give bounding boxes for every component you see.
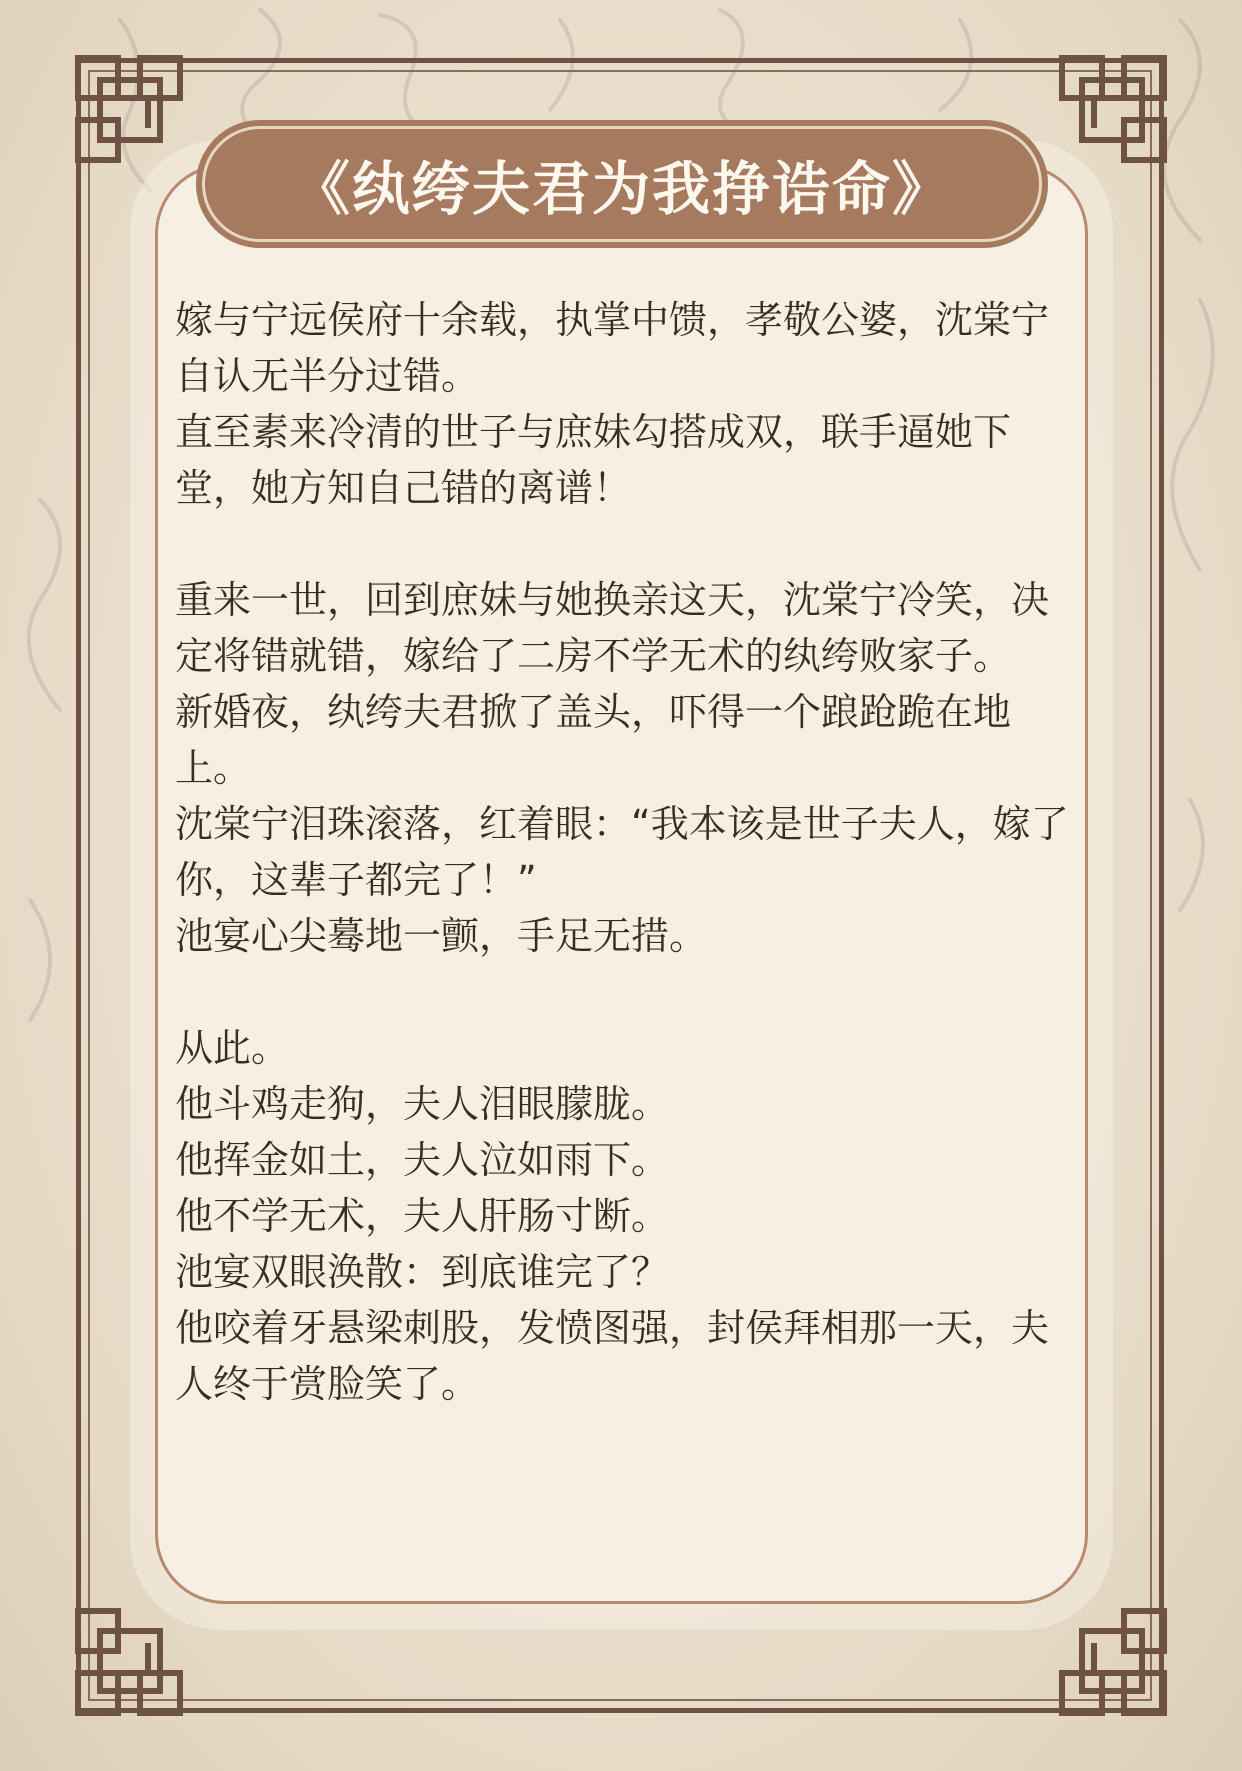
text-line: 他不学无术，夫人肝肠寸断。: [175, 1194, 670, 1238]
text-line: 他咬着牙悬梁刺股，发愤图强，封侯拜相那一天，夫人终于赏脸笑了。: [175, 1306, 1050, 1406]
paragraph-gap: [175, 964, 1075, 1020]
text-line: 池宴心尖蓦地一颤，手足无措。: [175, 914, 708, 958]
text-line: 他挥金如土，夫人泣如雨下。: [175, 1138, 670, 1182]
title-banner: [196, 120, 1048, 248]
text-line: 沈棠宁泪珠滚落，红着眼：“我本该是世子夫人，嫁了你，这辈子都完了！”: [175, 802, 1069, 902]
text-line: 嫁与宁远侯府十余载，执掌中馈，孝敬公婆，沈棠宁自认无半分过错。: [175, 298, 1050, 398]
text-line: 新婚夜，纨绔夫君掀了盖头，吓得一个踉跄跪在地上。: [175, 690, 1012, 790]
text-line: 直至素来冷清的世子与庶妹勾搭成双，联手逼她下堂，她方知自己错的离谱！: [175, 410, 1012, 510]
text-line: 从此。: [175, 1026, 290, 1070]
text-line: 池宴双眼涣散：到底谁完了？: [175, 1250, 670, 1294]
paragraph-gap: [175, 516, 1075, 572]
text-line: 他斗鸡走狗，夫人泪眼朦胧。: [175, 1082, 670, 1126]
page-title: 《纨绔夫君为我挣诰命》: [291, 155, 952, 223]
story-body: [175, 292, 1075, 1412]
text-line: 重来一世，回到庶妹与她换亲这天，沈棠宁冷笑，决定将错就错，嫁给了二房不学无术的纨绔败家子。: [175, 578, 1050, 678]
